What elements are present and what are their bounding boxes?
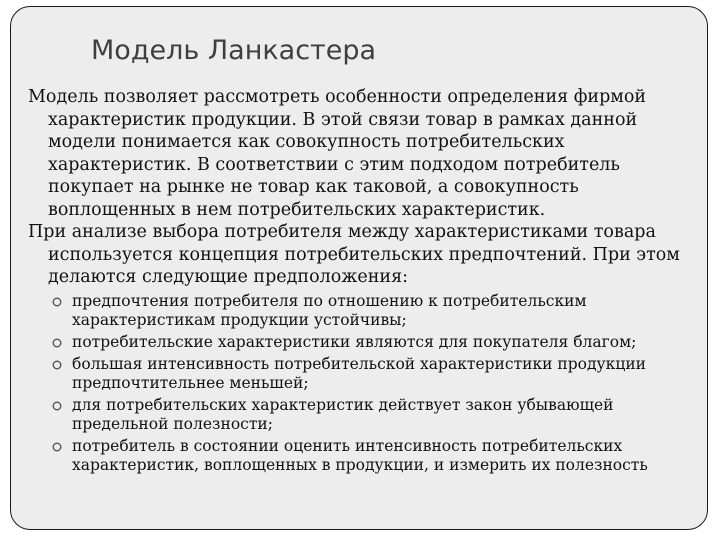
slide-body (28, 86, 708, 478)
slide-title: Модель Ланкастера (91, 35, 377, 66)
circle-bullet-icon (52, 360, 62, 370)
list-item (50, 437, 708, 475)
list-item (50, 333, 708, 352)
slide-frame (10, 6, 708, 530)
list-item (50, 355, 708, 393)
list-item-text: потребитель в состоянии оценить интенсивность потребительских характеристик, воплощенных в продукции, и измерить их полезность (72, 436, 648, 474)
paragraph-model-description: Модель позволяет рассмотреть особенности определения фирмой характеристик продукции. В этой связи товар в рамках данной модели понимается как совокупность потребительских характеристик. В соответствии с этим подходом потребитель покупает на рынке не товар как таковой, а совокупность воплощенных в нем потребительских характеристик. (28, 87, 647, 220)
list-item (50, 292, 708, 330)
list-item-text: потребительские характеристики являются для покупателя благом; (72, 332, 637, 351)
paragraph-consumer-choice: При анализе выбора потребителя между характеристиками товара используется концепция потребительских предпочтений. При этом делаются следующие предположения: (28, 222, 680, 287)
circle-bullet-icon (52, 338, 62, 348)
list-item-text: большая интенсивность потребительской характеристики продукции предпочтительнее меньшей; (72, 354, 646, 392)
list-item-text: для потребительских характеристик действует закон убывающей предельной полезности; (72, 395, 614, 433)
circle-bullet-icon (52, 297, 62, 307)
list-item (50, 396, 708, 434)
assumptions-list (28, 292, 708, 475)
circle-bullet-icon (52, 442, 62, 452)
circle-bullet-icon (52, 401, 62, 411)
list-item-text: предпочтения потребителя по отношению к потребительским характеристикам продукции устойчивы; (72, 291, 587, 329)
